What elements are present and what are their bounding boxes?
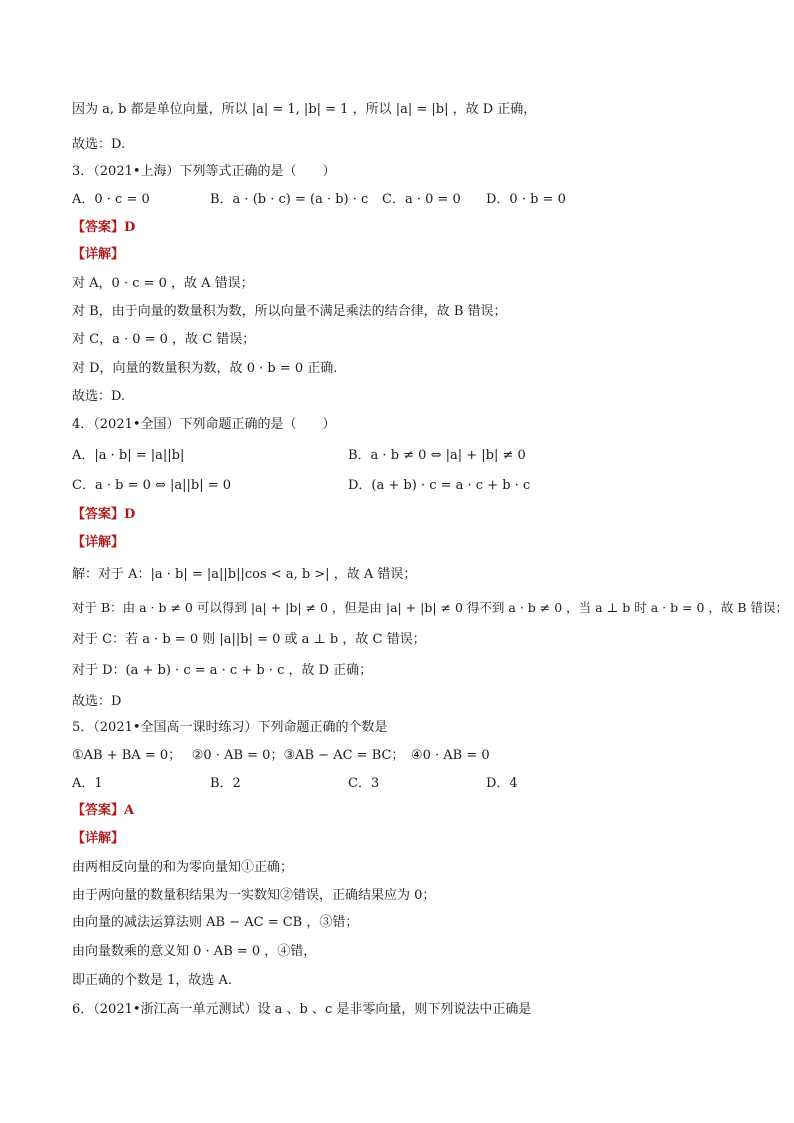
- q3-option-d: D．0 · b = 0: [486, 192, 566, 207]
- q5-statements: ①AB + BA = 0； ②0 · AB = 0；③AB − AC = BC； ④0 · AB = 0: [72, 748, 490, 763]
- q4-option-d: D．(a + b) · c = a · c + b · c: [348, 478, 531, 493]
- q4-option-b: B．a · b ≠ 0 ⇔ |a| + |b| ≠ 0: [348, 448, 526, 463]
- answer-label: 【答案】D: [72, 220, 136, 235]
- question-3: 3．（2021•上海）下列等式正确的是（ ）: [72, 164, 336, 179]
- text-line: 因为 a, b 都是单位向量，所以 |a| = 1, |b| = 1 ，所以 |a| = |b| ，故 D 正确，: [72, 102, 537, 117]
- text-line: 故选：D.: [72, 389, 126, 404]
- text-line: 对 C，a · 0 = 0 ，故 C 错误；: [72, 332, 256, 347]
- q4-option-a: A．|a · b| = |a||b|: [72, 448, 185, 463]
- detail-label: 【详解】: [72, 247, 125, 262]
- text-line: 故选：D.: [72, 137, 126, 152]
- question-4: 4．（2021•全国）下列命题正确的是（ ）: [72, 417, 336, 432]
- q5-option-a: A．1: [72, 776, 103, 791]
- q4-option-c: C．a · b = 0 ⇔ |a||b| = 0: [72, 478, 232, 493]
- text-line: 故选：D: [72, 694, 122, 709]
- answer-label: 【答案】D: [72, 507, 136, 522]
- text-line: 对 B，由于向量的数量积为数，所以向量不满足乘法的结合律，故 B 错误；: [72, 304, 507, 319]
- text-line: 对 A，0 · c = 0 ，故 A 错误；: [72, 276, 254, 291]
- text-line: 由于两向量的数量积结果为一实数知②错误，正确结果应为 0；: [72, 888, 436, 903]
- text-line: 对 D，向量的数量积为数，故 0 · b = 0 正确.: [72, 361, 338, 376]
- text-line: 解：对于 A：|a · b| = |a||b||cos < a, b >| ，故 A 错误；: [72, 567, 417, 582]
- text-line: 对于 C：若 a · b = 0 则 |a||b| = 0 或 a ⊥ b ，故 C 错误；: [72, 632, 426, 647]
- q3-option-c: C．a · 0 = 0: [382, 192, 461, 207]
- detail-label: 【详解】: [72, 535, 125, 550]
- text-line: 对于 B：由 a · b ≠ 0 可以得到 |a| + |b| ≠ 0 ，但是由 |a| + |b| ≠ 0 得不到 a · b ≠ 0 ，当 a ⊥ b 时 a · b = 0 ，故 B 错误；: [72, 600, 789, 615]
- text-line: 由向量数乘的意义知 0 · AB = 0 ，④错，: [72, 944, 317, 959]
- text-line: 对于 D：(a + b) · c = a · c + b · c ，故 D 正确；: [72, 663, 373, 678]
- q5-option-c: C．3: [348, 776, 380, 791]
- text-line: 由两相反向量的和为零向量知①正确；: [72, 860, 294, 875]
- q3-option-b: B．a · (b · c) = (a · b) · c: [210, 192, 369, 207]
- text-line: 即正确的个数是 1，故选 A.: [72, 973, 233, 988]
- answer-label: 【答案】A: [72, 803, 135, 818]
- q5-option-b: B．2: [210, 776, 241, 791]
- detail-label: 【详解】: [72, 831, 125, 846]
- q3-option-a: A．0 · c = 0: [72, 192, 150, 207]
- q5-option-d: D．4: [486, 776, 518, 791]
- question-5: 5．（2021•全国高一课时练习）下列命题正确的个数是: [72, 720, 388, 735]
- text-line: 由向量的减法运算法则 AB − AC = CB ，③错；: [72, 915, 359, 930]
- question-6: 6．（2021•浙江高一单元测试）设 a 、b 、c 是非零向量，则下列说法中正确是: [72, 1002, 532, 1017]
